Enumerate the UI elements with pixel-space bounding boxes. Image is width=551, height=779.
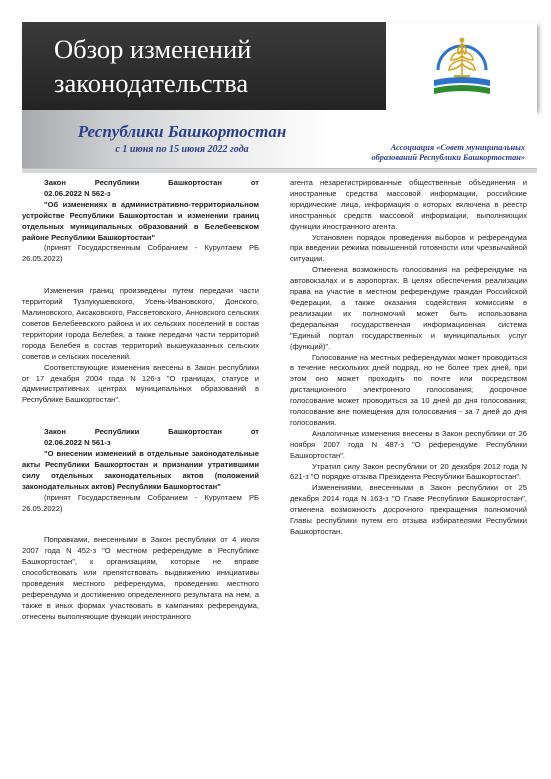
period-label: с 1 июня по 15 июня 2022 года [115, 144, 249, 155]
law-562-title: "Об изменениях в административно-территориальном устройстве Республики Башкортостан и изменении границ отдельных муниципальных образований в Белебеевском районе Республики Башкортостан" [22, 199, 259, 242]
law-562-paragraph-1: Изменения границ произведены путем передачи части территорий Тузлукушевского, Усень-Ивановского, Донского, Малиновского, Аксаковского, Рассветовского, Анновского сельских советов Белебеевского района и их сельских поселений в состав территории города Белебея, а также передачи части территорий города Белебея в состав территорий вышеуказанных сельских советов и сельских поселений. [22, 286, 259, 361]
header-subtitle-band [22, 110, 537, 168]
association-name: Ассоциация «Совет муниципальных образований Республики Башкортостан» [371, 143, 525, 162]
region-subtitle: Республики Башкортостан [77, 122, 287, 141]
right-paragraph-2: Установлен порядок проведения выборов и референдума при введении режима повышенной готовности или чрезвычайной ситуации. [290, 232, 527, 264]
association-logo-icon [430, 30, 494, 102]
right-paragraph-4: Голосование на местных референдумах может проводиться в течение нескольких дней подряд, но не более трех дней, при этом оно может проходить по почте или посредством дистанционного электронного голосования; досрочное голосование может проводиться за 10 дней до дня голосования; голосование вне помещения для голосования - за 7 дней до дня голосования. [290, 352, 527, 427]
right-column [290, 178, 527, 538]
right-paragraph-1: агента незарегистрированные общественные объединения и иностранные средства массовой информации, российские юридические лица, информация о которых включена в реестр иностранных средств массовой информации, выполняющих функции иностранного агента. [290, 178, 527, 231]
law-561-heading: Закон Республики Башкортостан от 02.06.2022 N 561-з [44, 427, 259, 448]
law-562-paragraph-2: Соответствующие изменения внесены в Закон республики от 17 декабря 2004 года N 126-з "О границах, статусе и административных центрах муниципальных образований в Республике Башкортостан". [22, 362, 259, 405]
logo-panel [386, 22, 537, 110]
law-562-heading: Закон Республики Башкортостан от 02.06.2022 N 562-з [44, 178, 259, 198]
document-title: Обзор изменений законодательства [54, 34, 252, 98]
left-column [22, 178, 259, 623]
law-561-title: "О внесении изменений в отдельные законодательные акты Республики Башкортостан и признании утратившими силу отдельных законодательных актов (положений законодательных актов) Республики Башкортостан" [22, 449, 259, 491]
right-paragraph-6: Утратил силу Закон республики от 20 декабря 2012 года N 621-з "О порядке отзыва Президента Республики Башкортостан". [290, 461, 527, 482]
right-paragraph-5: Аналогичные изменения внесены в Закон республики от 26 ноября 2007 года N 487-з "О референдуме Республики Башкортостан". [290, 428, 527, 460]
header-banner [22, 22, 537, 110]
law-562-accepted: (принят Государственным Собранием - Курултаем РБ 26.05.2022) [22, 243, 259, 264]
law-561-paragraph-1: Поправками, внесенными в Закон республики от 4 июля 2007 года N 452-з "О местном референдуме в Республике Башкортостан", к организациям, которые не вправе способствовать или препятствовать выдвижению инициативы проведения местного референдума, проведению местного референдума и достижению определенного результата на нем, а также в иных формах участвовать в кампаниях референдума, отнесены выполняющие функции иностранного [22, 535, 259, 621]
header-divider [22, 168, 537, 173]
right-paragraph-7: Изменениями, внесенными в Закон республики от 25 декабря 2014 года N 163-з "О Главе Республики Башкортостан", отменена возможность досрочного прекращения полномочий Главы республики путем его отзыва избирателями Республики Башкортостан. [290, 483, 527, 536]
right-paragraph-3: Отменена возможность голосования на референдуме на автовокзалах и в аэропортах. В целях обеспечения реализации права на участие в местном референдуме граждан Российской Федерации, а также оказания содействия комиссиям в реализации их полномочий может быть использована федеральная государственная информационная система "Единый портал государственных и муниципальных услуг (функций)". [290, 265, 527, 351]
law-561-accepted: (принят Государственным Собранием - Курултаем РБ 26.05.2022) [22, 492, 259, 513]
